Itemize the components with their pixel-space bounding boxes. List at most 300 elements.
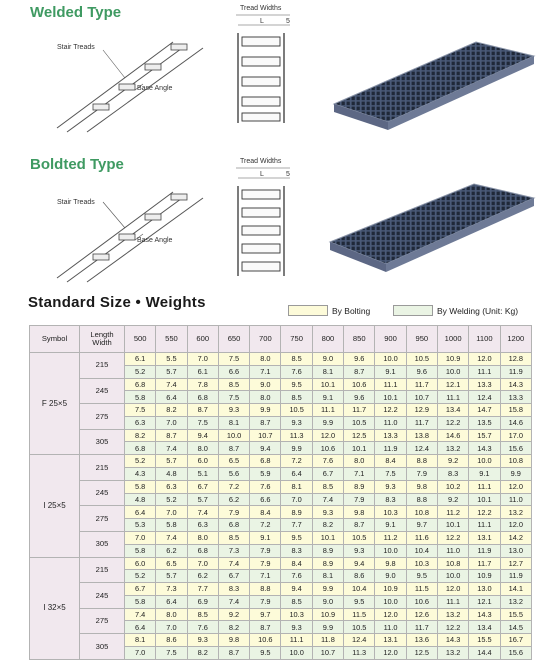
welding-weight-cell: 8.1 [218, 416, 249, 429]
welding-weight-cell: 14.6 [500, 416, 531, 429]
bolting-weight-cell: 10.8 [500, 455, 531, 468]
welded-type-title: Welded Type [30, 4, 122, 21]
welding-weight-cell: 6.8 [187, 544, 218, 557]
welding-weight-cell: 5.8 [125, 391, 156, 404]
bolting-weight-cell: 13.0 [469, 583, 500, 596]
bolting-weight-cell: 14.3 [469, 608, 500, 621]
welding-weight-cell: 9.0 [375, 570, 406, 583]
welding-weight-cell: 10.0 [375, 544, 406, 557]
welding-weight-cell: 7.3 [218, 544, 249, 557]
welding-weight-cell: 5.1 [187, 468, 218, 481]
welding-weight-cell: 5.2 [125, 365, 156, 378]
welding-weight-cell: 4.3 [125, 468, 156, 481]
bolting-weight-cell: 13.6 [406, 634, 437, 647]
grating-image [326, 176, 536, 286]
welding-weight-cell: 13.5 [469, 416, 500, 429]
welding-weight-cell: 7.5 [375, 468, 406, 481]
bolting-weight-cell: 10.5 [344, 531, 375, 544]
bolting-weight-cell: 12.6 [406, 608, 437, 621]
welding-weight-cell: 10.7 [312, 646, 343, 659]
bolting-weight-cell: 15.5 [500, 608, 531, 621]
welding-weight-cell: 9.5 [344, 595, 375, 608]
welding-weight-cell: 5.7 [156, 365, 187, 378]
welding-weight-cell: 11.9 [469, 544, 500, 557]
bolting-weight-cell: 13.1 [375, 634, 406, 647]
header-width: 1200 [500, 326, 531, 353]
bolting-weight-cell: 7.4 [125, 608, 156, 621]
bolting-weight-cell: 10.1 [312, 531, 343, 544]
bolting-weight-cell: 9.2 [218, 608, 249, 621]
bolting-weight-cell: 12.9 [406, 404, 437, 417]
bolting-weight-cell: 6.5 [156, 557, 187, 570]
bolting-weight-cell: 11.8 [312, 634, 343, 647]
bolting-weight-cell: 10.8 [406, 506, 437, 519]
bolting-weight-cell: 11.1 [281, 634, 312, 647]
bolting-weight-cell: 9.9 [250, 404, 281, 417]
header-width: 550 [156, 326, 187, 353]
welding-weight-cell: 7.0 [281, 493, 312, 506]
welding-weight-cell: 9.1 [469, 468, 500, 481]
welding-weight-cell: 8.6 [344, 570, 375, 583]
length-cell: 275 [80, 608, 125, 634]
bolting-weight-cell: 14.7 [469, 404, 500, 417]
welding-weight-cell: 8.0 [187, 442, 218, 455]
header-width: 600 [187, 326, 218, 353]
header-length-width: Length Width [80, 326, 125, 353]
bolting-weight-cell: 12.4 [344, 634, 375, 647]
bolting-weight-cell: 10.3 [406, 557, 437, 570]
table-row [30, 557, 532, 570]
welding-weight-cell: 8.1 [312, 365, 343, 378]
welding-weight-cell: 11.0 [500, 493, 531, 506]
symbol-cell: I 25×5 [30, 455, 80, 557]
welding-weight-cell: 6.4 [156, 391, 187, 404]
bolting-weight-cell: 11.5 [406, 583, 437, 596]
bolting-weight-cell: 8.4 [281, 557, 312, 570]
welding-weight-cell: 5.7 [187, 493, 218, 506]
welding-weight-cell: 7.5 [218, 391, 249, 404]
base-angle-label: Base Angle [137, 85, 173, 92]
bolting-weight-cell: 11.2 [375, 531, 406, 544]
bolting-weight-cell: 8.5 [218, 531, 249, 544]
welding-weight-cell: 7.6 [187, 621, 218, 634]
table-row [30, 378, 532, 391]
length-cell: 305 [80, 531, 125, 557]
welding-weight-cell: 11.1 [437, 391, 468, 404]
welding-weight-cell: 9.7 [406, 519, 437, 532]
bolting-weight-cell: 5.8 [125, 480, 156, 493]
table-row [30, 429, 532, 442]
welding-weight-cell: 12.1 [469, 595, 500, 608]
bolting-weight-cell: 12.1 [437, 378, 468, 391]
welding-weight-cell: 13.3 [500, 391, 531, 404]
table-row [30, 455, 532, 468]
welding-weight-cell: 7.4 [218, 595, 249, 608]
bolting-weight-cell: 9.1 [250, 531, 281, 544]
welding-weight-cell: 14.4 [469, 646, 500, 659]
welding-weight-cell: 6.3 [125, 416, 156, 429]
bolting-weight-cell: 7.8 [187, 378, 218, 391]
welding-weight-cell: 7.9 [344, 493, 375, 506]
welding-weight-cell: 9.9 [281, 442, 312, 455]
welding-weight-cell: 13.2 [437, 646, 468, 659]
header-width: 1100 [469, 326, 500, 353]
bolting-weight-cell: 7.4 [156, 531, 187, 544]
header-width: 850 [344, 326, 375, 353]
bolting-weight-cell: 8.5 [312, 480, 343, 493]
bolting-weight-cell: 7.6 [312, 455, 343, 468]
header-width: 500 [125, 326, 156, 353]
bolting-weight-cell: 8.5 [218, 378, 249, 391]
welding-weight-cell: 8.7 [218, 646, 249, 659]
bolting-weight-cell: 9.7 [250, 608, 281, 621]
welding-weight-cell: 8.7 [218, 442, 249, 455]
welding-weight-cell: 13.0 [500, 544, 531, 557]
bolting-weight-cell: 10.7 [250, 429, 281, 442]
table-row [30, 634, 532, 647]
bolting-weight-cell: 8.0 [187, 531, 218, 544]
welding-weight-cell: 10.4 [406, 544, 437, 557]
bolting-weight-cell: 15.7 [469, 429, 500, 442]
welding-weight-cell: 5.2 [125, 570, 156, 583]
bolting-weight-cell: 7.4 [218, 557, 249, 570]
welding-weight-cell: 6.7 [218, 570, 249, 583]
welding-weight-cell: 5.8 [125, 595, 156, 608]
welding-weight-cell: 7.1 [344, 468, 375, 481]
welding-weight-cell: 7.0 [156, 621, 187, 634]
header-width: 750 [281, 326, 312, 353]
table-row [30, 353, 532, 366]
welding-weight-cell: 9.4 [250, 442, 281, 455]
table-row [30, 480, 532, 493]
welding-weight-cell: 8.7 [250, 416, 281, 429]
bolting-weight-cell: 9.8 [344, 506, 375, 519]
bolting-weight-cell: 8.7 [156, 429, 187, 442]
bolting-weight-cell: 7.2 [218, 480, 249, 493]
bolting-weight-cell: 15.8 [500, 404, 531, 417]
bolting-weight-cell: 6.8 [250, 455, 281, 468]
bolting-weight-cell: 11.1 [312, 404, 343, 417]
welding-weight-cell: 10.6 [406, 595, 437, 608]
bolting-weight-cell: 8.4 [250, 506, 281, 519]
welding-weight-cell: 9.6 [406, 365, 437, 378]
bolting-weight-cell: 10.2 [437, 480, 468, 493]
bolting-weight-cell: 12.0 [500, 480, 531, 493]
welding-weight-cell: 6.4 [125, 621, 156, 634]
bolting-weight-cell: 6.7 [187, 480, 218, 493]
bolting-weight-cell: 9.5 [281, 531, 312, 544]
welding-weight-cell: 7.5 [187, 416, 218, 429]
bolting-weight-cell: 8.9 [344, 480, 375, 493]
length-cell: 215 [80, 353, 125, 379]
bolting-weight-cell: 6.0 [125, 557, 156, 570]
bolting-weight-cell: 12.2 [437, 531, 468, 544]
symbol-cell: F 25×5 [30, 353, 80, 455]
welding-weight-cell: 13.4 [469, 621, 500, 634]
header-width: 800 [312, 326, 343, 353]
bolting-weight-cell: 8.0 [156, 608, 187, 621]
welding-weight-cell: 12.4 [469, 391, 500, 404]
bolting-weight-cell: 8.2 [125, 429, 156, 442]
dim-l-label: L [260, 18, 264, 25]
welding-weight-cell: 10.1 [375, 391, 406, 404]
bolting-weight-cell: 9.6 [344, 353, 375, 366]
welding-weight-cell: 11.9 [375, 442, 406, 455]
header-width: 700 [250, 326, 281, 353]
header-width: 900 [375, 326, 406, 353]
bolting-weight-cell: 6.3 [156, 480, 187, 493]
bolting-weight-cell: 9.4 [187, 429, 218, 442]
welded-stair-diagram [55, 28, 205, 138]
welding-weight-cell: 7.9 [250, 544, 281, 557]
bolting-weight-cell: 10.8 [437, 557, 468, 570]
bolting-weight-cell: 12.2 [375, 404, 406, 417]
header-width: 950 [406, 326, 437, 353]
bolted-tread-plan [228, 158, 298, 278]
bolting-weight-cell: 12.7 [500, 557, 531, 570]
welding-weight-cell: 10.0 [437, 365, 468, 378]
bolting-weight-cell: 11.7 [406, 378, 437, 391]
bolting-weight-cell: 8.8 [250, 583, 281, 596]
welding-weight-cell: 5.8 [156, 519, 187, 532]
bolting-weight-cell: 5.5 [156, 353, 187, 366]
bolting-weight-cell: 7.0 [187, 353, 218, 366]
welding-weight-cell: 8.0 [250, 391, 281, 404]
bolting-weight-cell: 12.0 [312, 429, 343, 442]
table-row [30, 404, 532, 417]
bolting-weight-cell: 10.3 [375, 506, 406, 519]
bolting-weight-cell: 15.5 [469, 634, 500, 647]
bolting-weight-cell: 10.4 [344, 583, 375, 596]
welding-weight-cell: 15.6 [500, 646, 531, 659]
standard-size-title: Standard Size • Weights [28, 294, 206, 311]
length-cell: 305 [80, 634, 125, 660]
table-header-row [30, 326, 532, 353]
welding-weight-cell: 10.1 [344, 442, 375, 455]
bolting-weight-cell: 9.5 [281, 378, 312, 391]
welding-weight-cell: 10.5 [344, 621, 375, 634]
bolting-weight-cell: 9.3 [187, 634, 218, 647]
bolting-weight-cell: 13.4 [437, 404, 468, 417]
welding-weight-cell: 6.1 [187, 365, 218, 378]
welding-weight-cell: 6.2 [156, 544, 187, 557]
welding-weight-cell: 12.4 [406, 442, 437, 455]
welding-weight-cell: 11.7 [406, 621, 437, 634]
bolting-weight-cell: 9.9 [312, 583, 343, 596]
bolting-weight-cell: 12.8 [500, 353, 531, 366]
legend-welding-label: By Welding (Unit: Kg) [437, 305, 519, 316]
bolting-weight-cell: 10.9 [437, 353, 468, 366]
welding-weight-cell: 10.1 [437, 519, 468, 532]
welding-weight-cell: 6.6 [250, 493, 281, 506]
welding-weight-cell: 9.5 [406, 570, 437, 583]
welded-grating-photo [326, 26, 536, 136]
length-cell: 245 [80, 378, 125, 404]
length-cell: 275 [80, 506, 125, 532]
welding-weight-cell: 6.2 [187, 570, 218, 583]
header-width: 650 [218, 326, 249, 353]
bolting-weight-cell: 7.0 [125, 531, 156, 544]
legend-welding [393, 305, 518, 316]
welding-weight-cell: 8.3 [375, 493, 406, 506]
welding-weight-cell: 10.7 [406, 391, 437, 404]
bolting-weight-cell: 13.8 [406, 429, 437, 442]
welding-weight-cell: 8.7 [344, 519, 375, 532]
welding-weight-cell: 6.8 [125, 442, 156, 455]
bolting-weight-cell: 10.0 [469, 455, 500, 468]
bolting-weight-cell: 8.1 [281, 480, 312, 493]
welding-weight-cell: 8.8 [406, 493, 437, 506]
welding-weight-cell: 6.8 [187, 391, 218, 404]
welding-weight-cell: 10.0 [375, 595, 406, 608]
bolting-weight-cell: 11.1 [375, 378, 406, 391]
length-cell: 215 [80, 557, 125, 583]
bolting-weight-cell: 14.1 [500, 583, 531, 596]
welding-weight-cell: 10.5 [344, 416, 375, 429]
legend-welding-swatch [393, 305, 433, 316]
bolting-weight-cell: 11.6 [406, 531, 437, 544]
welding-weight-cell: 9.1 [375, 365, 406, 378]
header-width: 1000 [437, 326, 468, 353]
welding-weight-cell: 13.2 [500, 595, 531, 608]
legend-bolting-swatch [288, 305, 328, 316]
dim-l-label: L [260, 171, 264, 178]
bolting-weight-cell: 16.7 [500, 634, 531, 647]
welding-weight-cell: 9.3 [281, 416, 312, 429]
bolting-weight-cell: 6.4 [125, 506, 156, 519]
bolting-weight-cell: 12.0 [375, 608, 406, 621]
welding-weight-cell: 8.9 [312, 544, 343, 557]
bolting-weight-cell: 11.5 [344, 608, 375, 621]
welding-weight-cell: 9.1 [375, 519, 406, 532]
bolting-weight-cell: 9.4 [281, 583, 312, 596]
welding-weight-cell: 14.5 [500, 621, 531, 634]
bolting-weight-cell: 8.3 [218, 583, 249, 596]
bolting-weight-cell: 11.3 [281, 429, 312, 442]
bolting-weight-cell: 10.5 [281, 404, 312, 417]
bolting-weight-cell: 6.0 [187, 455, 218, 468]
welding-weight-cell: 9.2 [437, 493, 468, 506]
bolting-weight-cell: 9.0 [250, 378, 281, 391]
base-angle-label: Base Angle [137, 237, 173, 244]
bolted-grating-photo [326, 176, 536, 286]
table-row [30, 608, 532, 621]
bolting-weight-cell: 6.7 [125, 583, 156, 596]
welding-weight-cell: 10.6 [312, 442, 343, 455]
bolting-weight-cell: 12.5 [344, 429, 375, 442]
bolting-weight-cell: 11.1 [469, 480, 500, 493]
length-cell: 305 [80, 429, 125, 455]
welding-weight-cell: 11.7 [406, 416, 437, 429]
welding-weight-cell: 7.1 [250, 570, 281, 583]
welding-weight-cell: 6.2 [218, 493, 249, 506]
welding-weight-cell: 8.1 [312, 570, 343, 583]
welding-weight-cell: 5.3 [125, 519, 156, 532]
welding-weight-cell: 9.3 [281, 621, 312, 634]
welding-weight-cell: 11.3 [344, 646, 375, 659]
bolting-weight-cell: 7.5 [125, 404, 156, 417]
welding-weight-cell: 8.5 [281, 391, 312, 404]
bolting-weight-cell: 10.9 [375, 583, 406, 596]
welding-weight-cell: 11.1 [469, 519, 500, 532]
bolting-weight-cell: 10.0 [218, 429, 249, 442]
bolting-weight-cell: 7.5 [218, 353, 249, 366]
bolting-weight-cell: 12.2 [469, 506, 500, 519]
symbol-cell: I 32×5 [30, 557, 80, 660]
welding-weight-cell: 8.2 [187, 646, 218, 659]
welding-weight-cell: 14.3 [469, 442, 500, 455]
bolting-weight-cell: 8.7 [187, 404, 218, 417]
welding-weight-cell: 11.9 [500, 570, 531, 583]
bolting-weight-cell: 9.3 [375, 480, 406, 493]
welding-weight-cell: 7.7 [281, 519, 312, 532]
bolting-weight-cell: 8.4 [375, 455, 406, 468]
bolting-weight-cell: 9.3 [312, 506, 343, 519]
welding-weight-cell: 8.7 [250, 621, 281, 634]
welding-weight-cell: 7.1 [250, 365, 281, 378]
welding-weight-cell: 9.1 [312, 391, 343, 404]
welding-weight-cell: 7.6 [281, 570, 312, 583]
welding-weight-cell: 11.1 [469, 365, 500, 378]
bolted-type-title: Boldted Type [30, 156, 124, 173]
bolting-weight-cell: 8.5 [187, 608, 218, 621]
bolting-weight-cell: 7.4 [187, 506, 218, 519]
bolting-weight-cell: 11.7 [469, 557, 500, 570]
bolting-weight-cell: 7.2 [281, 455, 312, 468]
welding-weight-cell: 9.6 [344, 391, 375, 404]
welding-weight-cell: 9.9 [312, 621, 343, 634]
welding-weight-cell: 10.9 [469, 570, 500, 583]
bolting-weight-cell: 9.2 [437, 455, 468, 468]
bolting-weight-cell: 7.0 [156, 506, 187, 519]
welding-weight-cell: 10.0 [437, 570, 468, 583]
table-row [30, 506, 532, 519]
length-cell: 245 [80, 480, 125, 506]
bolting-weight-cell: 13.3 [469, 378, 500, 391]
welding-weight-cell: 11.0 [375, 416, 406, 429]
welding-weight-cell: 7.6 [281, 365, 312, 378]
bolting-weight-cell: 7.4 [156, 378, 187, 391]
bolting-weight-cell: 10.5 [406, 353, 437, 366]
welding-weight-cell: 5.8 [125, 544, 156, 557]
legend-bolting [288, 305, 370, 316]
bolting-weight-cell: 8.9 [281, 506, 312, 519]
bolting-weight-cell: 10.9 [312, 608, 343, 621]
welding-weight-cell: 9.0 [312, 595, 343, 608]
bolting-weight-cell: 11.7 [344, 404, 375, 417]
welding-weight-cell: 11.1 [437, 595, 468, 608]
welding-weight-cell: 7.9 [250, 595, 281, 608]
bolting-weight-cell: 17.0 [500, 429, 531, 442]
bolting-weight-cell: 5.7 [156, 455, 187, 468]
table-body [30, 353, 532, 660]
welding-weight-cell: 7.0 [125, 646, 156, 659]
bolted-stair-diagram [55, 180, 205, 285]
bolting-weight-cell: 14.2 [500, 531, 531, 544]
bolting-weight-cell: 9.0 [312, 353, 343, 366]
bolting-weight-cell: 9.8 [375, 557, 406, 570]
welding-weight-cell: 13.2 [437, 442, 468, 455]
length-cell: 275 [80, 404, 125, 430]
tread-widths-label: Tread Widths [240, 5, 282, 12]
bolting-weight-cell: 7.0 [187, 557, 218, 570]
bolted-stair-drawing [55, 180, 205, 285]
bolting-weight-cell: 10.1 [312, 378, 343, 391]
bolting-weight-cell: 9.3 [218, 404, 249, 417]
bolting-weight-cell: 10.6 [250, 634, 281, 647]
welding-weight-cell: 10.1 [469, 493, 500, 506]
welding-weight-cell: 15.6 [500, 442, 531, 455]
